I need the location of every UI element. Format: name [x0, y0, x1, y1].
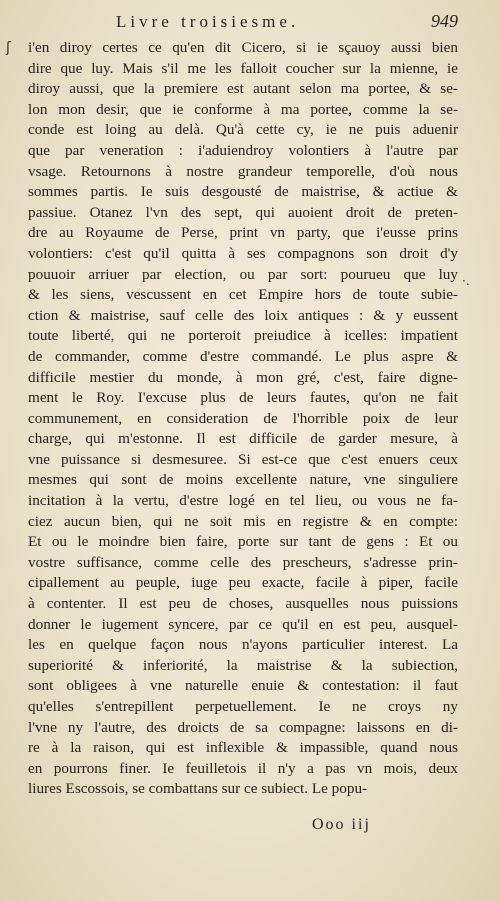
text-line: que par veneration : i'aduiendroy volontiers à l'autre par — [28, 141, 458, 159]
text-line: communement, en consideration de l'horrible poix de leur — [28, 409, 458, 427]
signature-mark: Ooo iij — [312, 816, 371, 833]
text-line: cipallement au peuple, iuge peu exacte, facile à piper, facile — [28, 574, 458, 592]
text-line: charge, qui m'estonne. Il est difficile de garder mesure, à — [28, 430, 458, 448]
text-line: les en quelque façon nous n'ayons particulier interest. La — [28, 636, 458, 654]
text-line: à contenter. Il est peu de choses, ausquelles nous puissions — [28, 595, 458, 613]
text-line: lon mon desir, que ie conforme à ma portee, comme la se- — [28, 100, 458, 118]
text-line: en pourrons finer. Ie feuilletois il n'y a pas vn mois, deux — [28, 759, 458, 777]
text-line: ment le Roy. I'excuse plus de leurs fautes, qu'on ne fait — [28, 389, 458, 407]
text-line: sont obligees à vne naturelle enuie & contestation: il faut — [28, 677, 458, 695]
text-line: conde est loing au delà. Qu'à cette cy, ie ne puis aduenir — [28, 121, 458, 139]
text-line: vne puissance si desmesuree. Si est-ce que c'est enuers ceux — [28, 450, 458, 468]
text-line: passiue. Otanez l'vn des sept, qui auoient droit de preten- — [28, 203, 458, 221]
text-line: liures Escossois, se combattans sur ce subiect. Le popu- — [28, 780, 368, 798]
margin-mark-right: ·. — [462, 274, 470, 288]
body-text — [28, 38, 458, 800]
text-line: i'en diroy certes ce qu'en dit Cicero, si ie sçauoy aussi bien — [28, 39, 458, 56]
text-line: dre au Royaume de Perse, print vn party, que i'eusse prins — [28, 224, 458, 242]
text-line: diroy aussi, que la premiere est autant selon ma portee, & se- — [28, 80, 458, 98]
text-line: vsage. Retournons à nostre grandeur temporelle, d'où nous — [28, 162, 458, 180]
page-header — [20, 6, 458, 34]
running-title: Livre troisiesme. — [116, 12, 300, 31]
text-line: de commander, comme d'estre commandé. Le plus aspre & — [28, 347, 458, 365]
text-line: ction & maistrise, sauf celle des loix antiques : & y eussent — [28, 306, 458, 324]
text-line: re à la raison, qui est inflexible & impassible, quand nous — [28, 739, 458, 757]
text-line: donner le iugement syncere, par ce qu'il en est peu, ausquel- — [28, 615, 458, 633]
text-line: vostre suffisance, comme celle des prescheurs, s'adresse prin- — [28, 553, 458, 571]
text-line: sommes partis. Ie suis desgousté de maistrise, & actiue & — [28, 183, 458, 201]
text-line: mesmes qui sont de moins excellente nature, vne singuliere — [28, 471, 458, 489]
page-number: 949 — [431, 11, 458, 31]
text-line: l'vne ny l'autre, des droicts de sa compagne: laissons en di- — [28, 718, 458, 736]
text-line: qu'elles s'entrepillent perpetuellement. Ie ne croys ny — [28, 698, 458, 715]
text-line: & les siens, vescussent en cet Empire hors de toute subie- — [28, 286, 458, 304]
text-line: difficile mestier du monde, à mon gré, c'est, faire digne- — [28, 368, 458, 386]
text-line: Et ou le moindre bien faire, porte sur tant de gens : Et ou — [28, 533, 458, 551]
text-line: superiorité & inferiorité, la maistrise & la subiection, — [28, 656, 458, 674]
text-line: pouuoir arriuer par election, ou par sort: pourueu que luy — [28, 265, 458, 283]
text-line: dire que luy. Mais s'il me les falloit coucher sur la mienne, ie — [28, 59, 458, 77]
text-line: incitation à la vertu, d'estre logé en tel lieu, ou vous ne fa- — [28, 492, 458, 510]
margin-mark-left: ʃ — [6, 40, 11, 56]
text-line: ciez aucun bien, qui ne soit mis en registre & en compte: — [28, 512, 458, 530]
text-line: volontiers: c'est qu'il quitta à ses compagnons son droit d'y — [28, 244, 458, 262]
text-line: toute liberté, qui ne porteroit preiudice à icelles: impatient — [28, 327, 458, 345]
